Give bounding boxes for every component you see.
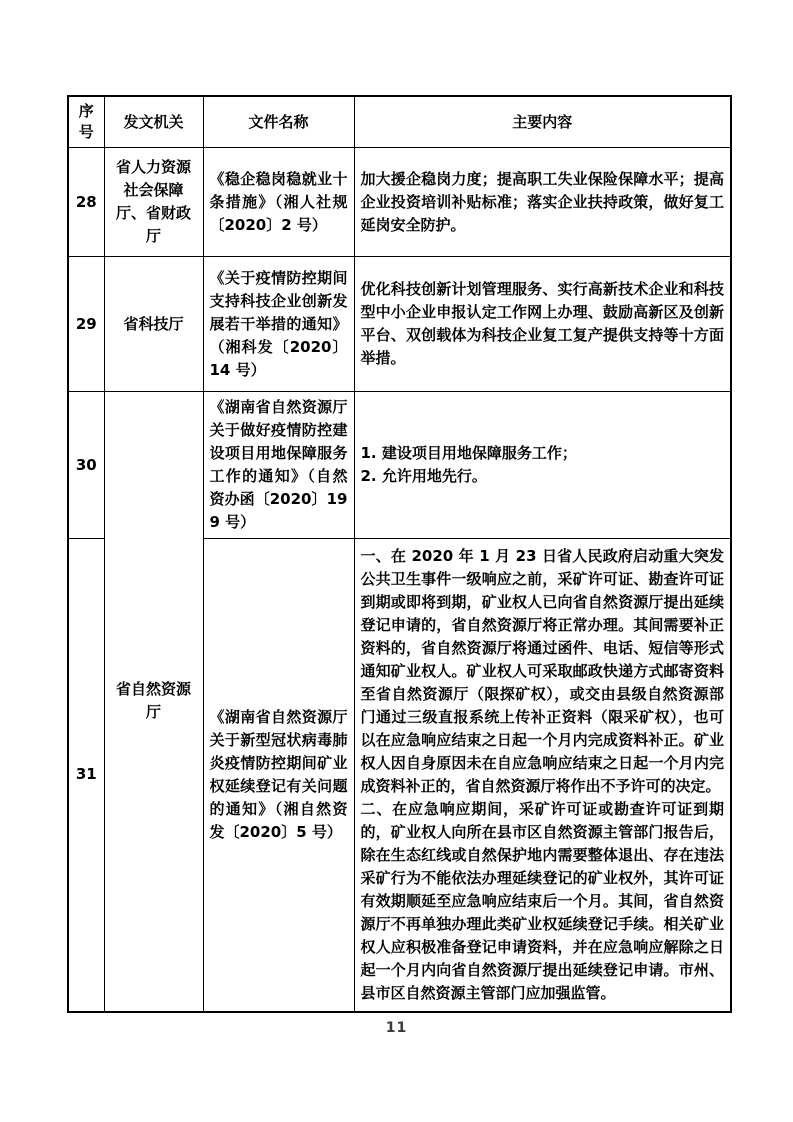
- main-content-cell: [354, 148, 731, 257]
- header-serial-number: [68, 96, 104, 148]
- page-number: 11: [385, 1020, 408, 1036]
- document-name-cell: 《湖南省自然资源厅关于做好疫情防控建设项目用地保障服务工作的通知》（自然资办函〔2020〕199 号）: [203, 392, 354, 539]
- content-paragraph: 加大援企稳岗力度；提高职工失业保险保障水平；提高企业投资培训补贴标准；落实企业扶持政策，做好复工延岗安全防护。: [360, 169, 724, 234]
- content-list-item: 1. 建设项目用地保障服务工作；: [360, 444, 577, 462]
- documents-table: [67, 95, 732, 1013]
- agency-cell-merged: 省自然资源厅: [104, 392, 203, 1012]
- table-row-30: [68, 392, 731, 539]
- table-row-28: [68, 148, 731, 257]
- serial-number-cell: 29: [68, 257, 104, 392]
- header-main-content: 主要内容: [354, 96, 731, 148]
- header-document-name: 文件名称: [203, 96, 354, 148]
- table-header-row: [68, 96, 731, 148]
- header-issuing-agency: 发文机关: [104, 96, 203, 148]
- agency-cell: 省人力资源社会保障厅、省财政厅: [104, 148, 203, 257]
- header-serial-number-label: 序号: [78, 102, 94, 141]
- main-content-cell: [354, 539, 731, 1012]
- serial-number-cell: 28: [68, 148, 104, 257]
- document-name-cell: 《关于疫情防控期间支持科技企业创新发展若干举措的通知》（湘科发〔2020〕14 号）: [203, 257, 354, 392]
- table-row-29: [68, 257, 731, 392]
- document-name-cell: 《湖南省自然资源厅关于新型冠状病毒肺炎疫情防控期间矿业权延续登记有关问题的通知》（湘自然资发〔2020〕5 号）: [203, 539, 354, 1012]
- content-list-item: 2. 允许用地先行。: [360, 467, 487, 485]
- content-paragraph: 一、在 2020 年 1 月 23 日省人民政府启动重大突发公共卫生事件一级响应之前，采矿许可证、勘查许可证到期或即将到期，矿业权人已向省自然资源厅提出延续登记申请的，省自然资源厅将正常办理。其间需要补正资料的，省自然资源厅将通过函件、电话、短信等形式通知矿业权人。矿业权人可采取邮政快递方式邮寄资料至省自然资源厅（限探矿权），或交由县级自然资源部门通过三级直报系统上传补正资料（限采矿权），也可以在应急响应结束之日起一个月内完成资料补正。矿业权人因自身原因未在自应急响应结束之日起一个月内完成资料补正的，省自然资源厅将作出不予许可的决定。: [360, 546, 724, 795]
- serial-number-cell: 31: [68, 539, 104, 1012]
- content-paragraph: 优化科技创新计划管理服务、实行高新技术企业和科技型中小企业申报认定工作网上办理、鼓励高新区及创新平台、双创载体为科技企业复工复产提供支持等十方面举措。: [360, 280, 724, 367]
- main-content-cell: [354, 392, 731, 539]
- content-paragraph: 二、在应急响应期间，采矿许可证或勘查许可证到期的，矿业权人向所在县市区自然资源主管部门报告后，除在生态红线或自然保护地内需要整体退出、存在违法采矿行为不能依法办理延续登记的矿业权外，其许可证有效期顺延至应急响应结束后一个月。其间，省自然资源厅不再单独办理此类矿业权延续登记手续。相关矿业权人应积极准备登记申请资料，并在应急响应解除之日起一个月内向省自然资源厅提出延续登记申请。市州、县市区自然资源主管部门应加强监管。: [360, 799, 724, 1002]
- document-name-cell: 《稳企稳岗稳就业十条措施》（湘人社规〔2020〕2 号）: [203, 148, 354, 257]
- main-content-cell: [354, 257, 731, 392]
- serial-number-cell: 30: [68, 392, 104, 539]
- agency-cell: 省科技厅: [104, 257, 203, 392]
